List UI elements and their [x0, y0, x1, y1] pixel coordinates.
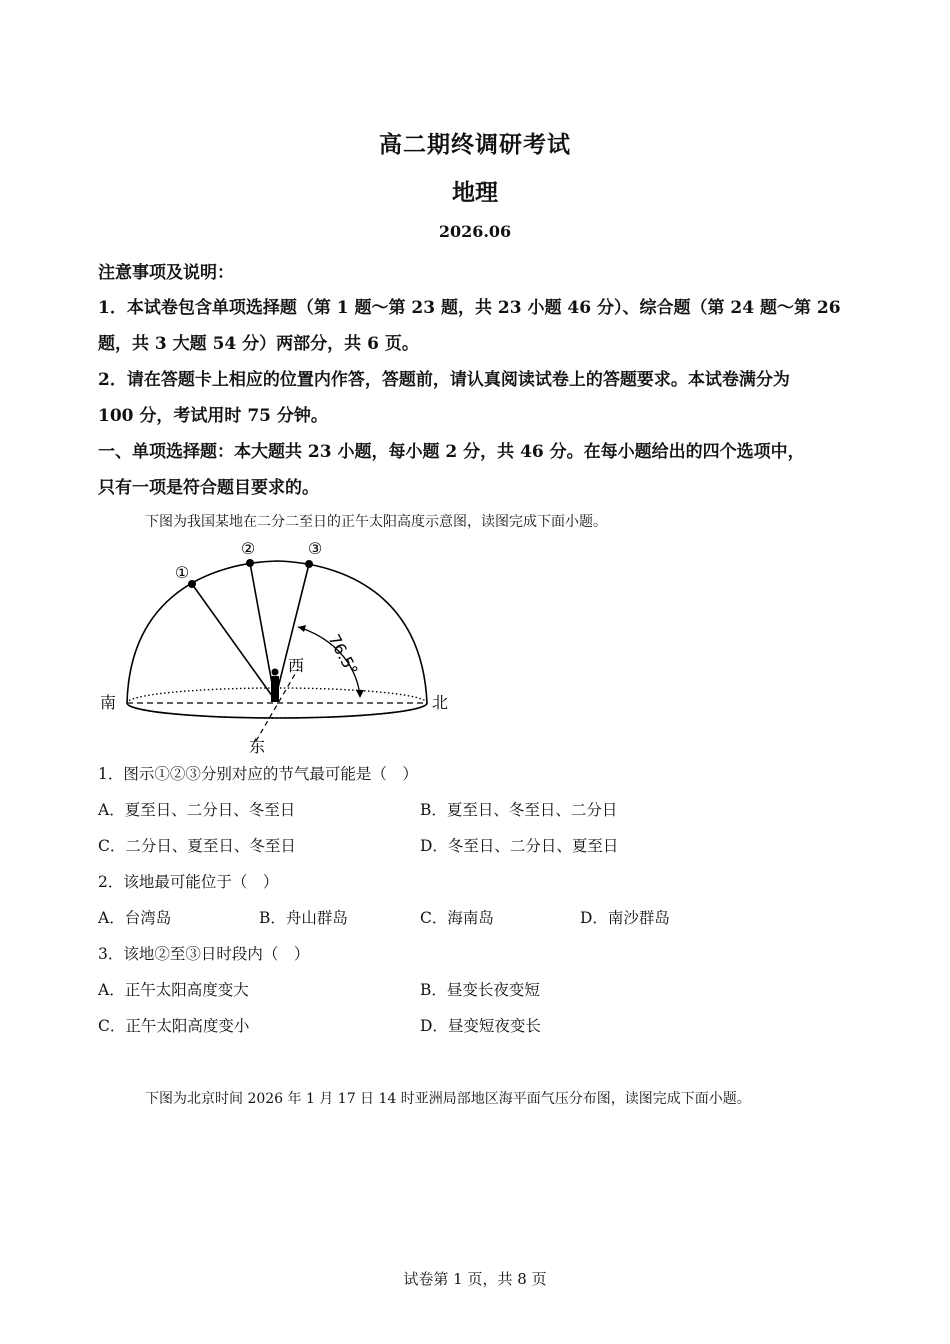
- sun-position-2: [246, 559, 254, 567]
- sun-ray-3: [275, 564, 309, 700]
- question-3-stem: 3．该地②至③日时段内（ ）: [98, 945, 310, 963]
- question-2-stem: 2．该地最可能位于（ ）: [98, 873, 279, 891]
- sun-altitude-diagram: [90, 535, 460, 760]
- label-north: 北: [432, 693, 449, 712]
- question-1-option-c[interactable]: C．二分日、夏至日、冬至日: [98, 837, 296, 855]
- sun-position-3: [305, 560, 313, 568]
- angle-arrow-bottom: [356, 690, 364, 698]
- label-pos3: ③: [307, 539, 323, 558]
- angle-label: 76.5°: [324, 630, 362, 679]
- exam-title: 高二期终调研考试: [379, 131, 571, 158]
- page-footer: 试卷第 1 页，共 8 页: [403, 1270, 547, 1288]
- question-1-option-d[interactable]: D．冬至日、二分日、夏至日: [420, 837, 619, 855]
- subject-title: 地理: [452, 179, 498, 206]
- notes-item1-line1: 1．本试卷包含单项选择题（第 1 题～第 23 题，共 23 小题 46 分）、综合题（第 24 题～第 26: [98, 298, 841, 318]
- question-1-option-a[interactable]: A．夏至日、二分日、冬至日: [98, 801, 296, 819]
- label-south: 南: [100, 693, 117, 712]
- question-2-option-b[interactable]: B．舟山群岛: [259, 909, 348, 927]
- section1-line1: 一、单项选择题：本大题共 23 小题，每小题 2 分，共 46 分。在每小题给出的四个选项中，: [98, 442, 805, 462]
- notes-item1-line2: 题，共 3 大题 54 分）两部分，共 6 页。: [98, 334, 419, 354]
- notes-heading: 注意事项及说明：: [98, 263, 234, 283]
- label-east: 东: [249, 737, 266, 756]
- sun-ray-1: [192, 584, 275, 700]
- angle-arrow-top: [298, 625, 306, 632]
- question-2-option-c[interactable]: C．海南岛: [420, 909, 494, 927]
- question-3-option-b[interactable]: B．昼变长夜变短: [420, 981, 540, 999]
- label-pos1: ①: [174, 563, 190, 582]
- figure1-intro: 下图为我国某地在二分二至日的正午太阳高度示意图，读图完成下面小题。: [145, 514, 607, 530]
- question-2-option-a[interactable]: A．台湾岛: [98, 909, 172, 927]
- notes-item2-line1: 2．请在答题卡上相应的位置内作答，答题前，请认真阅读试卷上的答题要求。本试卷满分为: [98, 370, 790, 390]
- section1-line2: 只有一项是符合题目要求的。: [98, 478, 319, 498]
- horizon-front-arc: [127, 703, 427, 718]
- observer-icon: [271, 669, 279, 703]
- question-1-stem: 1．图示①②③分别对应的节气最可能是（ ）: [98, 765, 418, 783]
- question-3-option-d[interactable]: D．昼变短夜变长: [420, 1017, 541, 1035]
- label-west: 西: [288, 656, 305, 675]
- notes-item2-line2: 100 分，考试用时 75 分钟。: [98, 406, 328, 426]
- label-pos2: ②: [240, 539, 256, 558]
- sun-position-1: [188, 580, 196, 588]
- question-1-option-b[interactable]: B．夏至日、冬至日、二分日: [420, 801, 618, 819]
- question-2-option-d[interactable]: D．南沙群岛: [580, 909, 670, 927]
- exam-date: 2026.06: [438, 222, 512, 241]
- question-3-option-a[interactable]: A．正午太阳高度变大: [98, 981, 249, 999]
- figure2-intro: 下图为北京时间 2026 年 1 月 17 日 14 时亚洲局部地区海平面气压分布图，读图完成下面小题。: [145, 1091, 751, 1107]
- question-3-option-c[interactable]: C．正午太阳高度变小: [98, 1017, 250, 1035]
